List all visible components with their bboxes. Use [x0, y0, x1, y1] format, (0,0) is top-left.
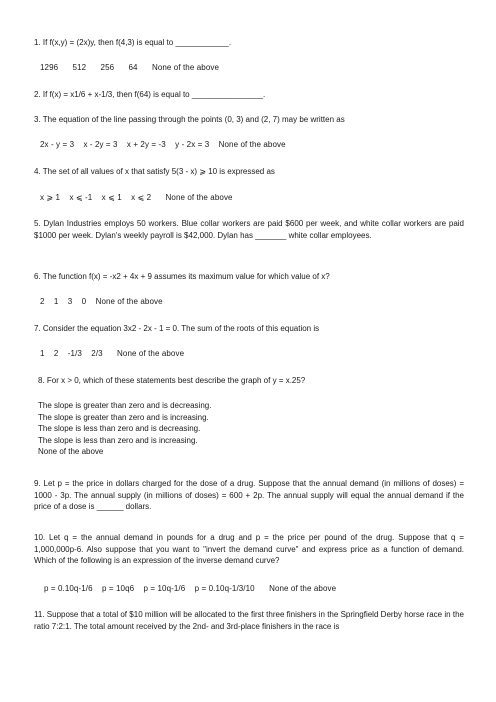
option: 64: [128, 63, 138, 72]
option: x ⩾ 1: [40, 193, 61, 202]
question-4-options: [40, 192, 470, 204]
option: p = 0.10q-1/3/10: [194, 584, 255, 593]
option: -1/3: [67, 349, 82, 358]
option: 1296: [40, 63, 59, 72]
option: 2/3: [91, 349, 103, 358]
option: None of the above: [218, 140, 286, 149]
question-11: 11. Suppose that a total of $10 million will be allocated to the first three finishers in the Springfield Derby horse race in the ratio 7:2:1. The total amount received by the 2nd- and 3rd-place finishers in the race is: [34, 610, 464, 631]
option: y - 2x = 3: [175, 140, 210, 149]
option: The slope is less than zero and is increasing.: [38, 435, 198, 445]
option: 512: [72, 63, 87, 72]
option: 0: [81, 297, 87, 306]
option: 2x - y = 3: [40, 140, 75, 149]
question-4: 4. The set of all values of x that satisfy 5(3 - x) ⩾ 10 is expressed as: [34, 167, 275, 176]
question-8: 8. For x > 0, which of these statements best describe the graph of y = x.25?: [38, 376, 306, 385]
option: 1: [40, 349, 45, 358]
option: x ⩽ -1: [69, 193, 93, 202]
option: None of the above: [165, 193, 233, 202]
option: None of the above: [151, 63, 220, 72]
option: p = 10q6: [102, 584, 135, 593]
question-3: 3. The equation of the line passing through the points (0, 3) and (2, 7) may be written as: [34, 115, 345, 124]
option: 2: [40, 297, 45, 306]
question-10-options: [44, 583, 474, 595]
question-6: 6. The function f(x) = -x2 + 4x + 9 assumes its maximum value for which value of x?: [34, 272, 330, 281]
question-1-options: [40, 62, 470, 74]
question-6-options: [40, 296, 470, 308]
option: 1: [53, 297, 59, 306]
question-5: 5. Dylan Industries employs 50 workers. Blue collar workers are paid $600 per week, and white collar workers are paid $1000 per week. Dylan's weekly payroll is $42,000. Dylan has _______ white collar employees.: [34, 219, 464, 240]
question-8-options: [38, 400, 468, 458]
option: x ⩽ 2: [131, 193, 152, 202]
option: The slope is greater than zero and is decreasing.: [38, 401, 212, 410]
option: x ⩽ 1: [101, 193, 122, 202]
option: The slope is greater than zero and is increasing.: [38, 412, 209, 422]
option: None of the above: [269, 584, 337, 593]
option: x - 2y = 3: [83, 140, 118, 149]
question-9: 9. Let p = the price in dollars charged for the dose of a drug. Suppose that the annual demand (in millions of doses) = 1000 - 3p. The annual supply (in millions of doses) = 600 + 2p. The annual supply will equal the annual demand if the price of a dose is ______ dollars.: [34, 479, 464, 512]
option: None of the above: [95, 297, 163, 306]
option: p = 10q-1/6: [143, 584, 186, 593]
option: 2: [53, 349, 59, 358]
option: None of the above: [117, 349, 185, 358]
option: x + 2y = -3: [126, 140, 166, 149]
option: None of the above: [38, 447, 104, 457]
option: 3: [67, 297, 73, 306]
question-7-options: [40, 348, 470, 360]
question-2: 2. If f(x) = x1/6 + x-1/3, then f(64) is equal to ________________.: [34, 90, 266, 99]
question-3-options: [40, 139, 470, 151]
option: The slope is less than zero and is decreasing.: [38, 424, 201, 434]
question-10: 10. Let q = the annual demand in pounds for a drug and p = the price per pound of the drug. Suppose that q = 1,000,000p-6. Also suppose that you want to "invert the demand curve" and express price as a function of demand. Which of the following is an expression of the inverse demand curve?: [34, 533, 464, 566]
question-1: 1. If f(x,y) = (2x)y, then f(4,3) is equal to ____________.: [34, 38, 232, 47]
option: p = 0.10q-1/6: [44, 584, 93, 593]
option: 256: [100, 63, 115, 72]
question-7: 7. Consider the equation 3x2 - 2x - 1 = 0. The sum of the roots of this equation is: [34, 324, 320, 333]
